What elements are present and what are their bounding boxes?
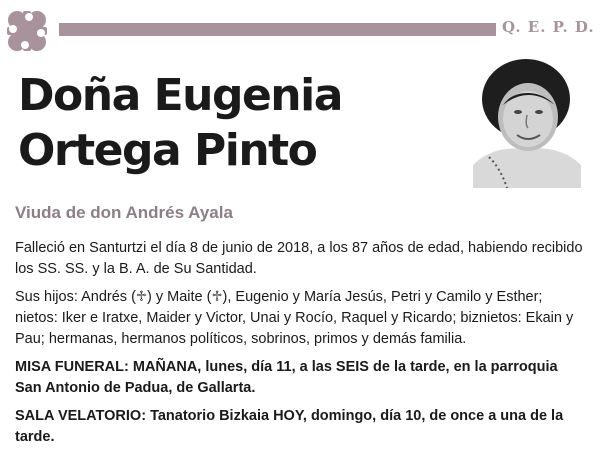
family-list: Sus hijos: Andrés (♱) y Maite (♱), Eugenio y María Jesús, Petri y Camilo y Esther; nietos: Iker e Iratxe, Maider y Victor, Unai y Rocío, Raquel y Ricardo; biznietos: Ekain y Pau; hermanas, hermanos políticos, sobrinos, primos y demás familia. [15, 289, 574, 347]
subtitle: Viuda de don Andrés Ayala [15, 203, 233, 222]
lauburu-icon [3, 7, 51, 55]
header-rule [59, 23, 496, 36]
name-line-1: Doña Eugenia [18, 70, 342, 121]
funeral-info: MISA FUNERAL: MAÑANA, lunes, día 11, a las SEIS de la tarde, en la parroquia San Antonio de Padua, de Gallarta. [15, 359, 558, 396]
qepd-label: Q. E. P. D. [502, 18, 595, 36]
obituary-body [15, 238, 587, 455]
wake-info: SALA VELATORIO: Tanatorio Bizkaia HOY, domingo, día 10, de once a una de la tarde. [15, 408, 564, 445]
deceased-name [18, 68, 458, 178]
name-line-2: Ortega Pinto [18, 125, 317, 176]
death-notice: Falleció en Santurtzi el día 8 de junio de 2018, a los 87 años de edad, habiendo recibido los SS. SS. y la B. A. de Su Santidad. [15, 240, 583, 277]
portrait-photo [473, 57, 581, 188]
